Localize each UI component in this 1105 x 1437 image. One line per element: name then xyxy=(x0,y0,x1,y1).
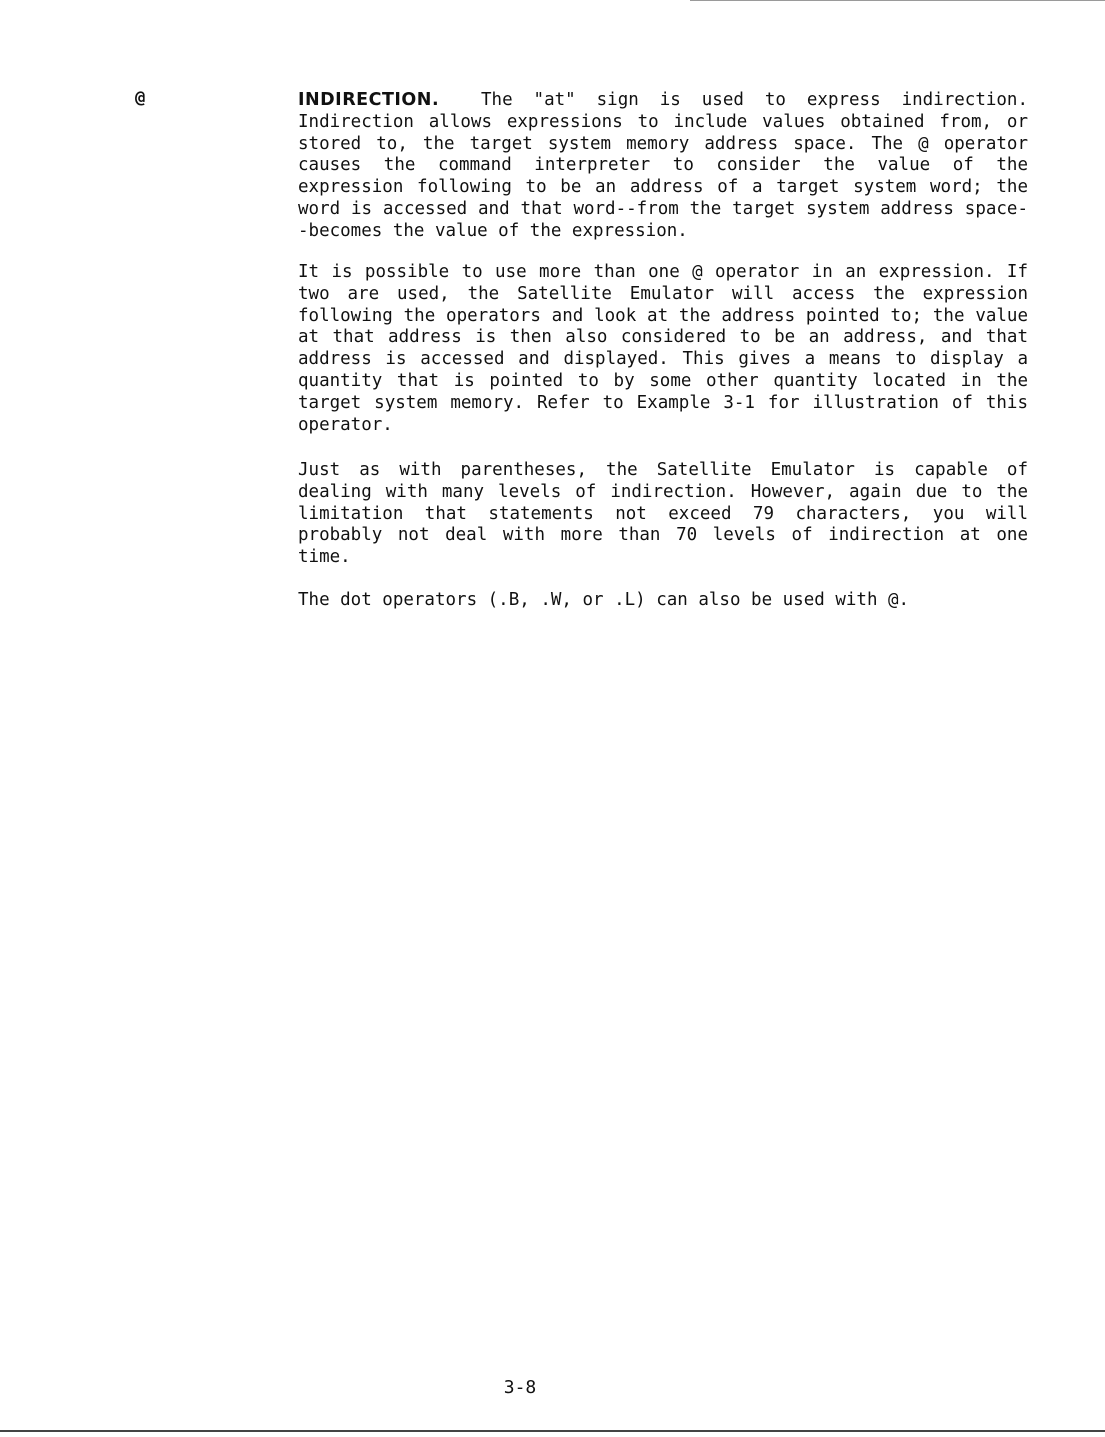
page-number: 3-8 xyxy=(503,1377,537,1398)
paragraph-levels-of-indirection: Just as with parentheses, the Satellite Emulator is capable of dealing with many levels of indirection. However, again due to the limitation that statements not exceed 79 characters, you will probably not deal with more than 70 levels of indirection at one time. xyxy=(298,460,1028,568)
paragraph-indirection xyxy=(298,90,1028,243)
margin-at-symbol: @ xyxy=(135,88,146,108)
paragraph-dot-operators: The dot operators (.B, .W, or .L) can also be used with @. xyxy=(298,590,910,610)
bottom-edge-rule xyxy=(0,1430,1105,1432)
section-heading: INDIRECTION. xyxy=(298,90,440,110)
paragraph-1-body: The "at" sign is used to express indirection. Indirection allows expressions to include values obtained from, or stored to, the target system memory address space. The @ operator causes the command interpreter to consider the value of the expression following to be an address of a target system word; the word is accessed and that word--from the target system address space--becomes the value of the expression. xyxy=(298,90,1028,241)
top-edge-rule xyxy=(690,0,1105,1)
paragraph-multiple-operators: It is possible to use more than one @ operator in an expression. If two are used, the Satellite Emulator will access the expression following the operators and look at the address pointed to; the value at that address is then also considered to be an address, and that address is accessed and displayed. This gives a means to display a quantity that is pointed to by some other quantity located in the target system memory. Refer to Example 3-1 for illustration of this operator. xyxy=(298,262,1028,435)
